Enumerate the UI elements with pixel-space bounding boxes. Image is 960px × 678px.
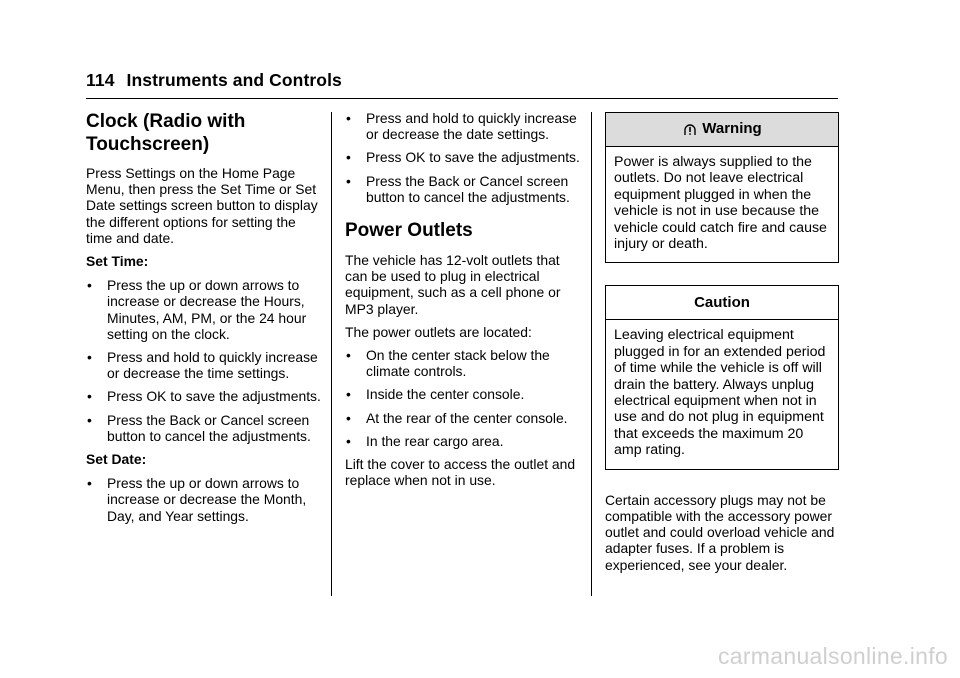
bullet-icon: • [87,277,92,294]
bullet-icon: • [346,432,351,449]
warning-header [606,113,838,147]
set-date-label: Set Date: [86,451,147,468]
list-item: • In the rear cargo area. [346,432,504,449]
list-item: • Press the up or down arrows to increase or decrease the Month, Day, and Year settings. [87,475,307,524]
warning-box [605,112,839,263]
bullet-icon: • [87,475,92,492]
bullet-icon: • [346,347,351,364]
caution-box [605,285,839,469]
caution-header [606,286,838,320]
warning-text: Power is always supplied to the outlets. Do not leave electrical equipment plugged in when the vehicle is not in use because the vehicle could catch fire and cause injury or death. [614,154,827,253]
column-divider-right [591,112,592,596]
warning-symbol-icon [682,122,698,138]
bullet-icon: • [87,349,92,366]
warning-title: Warning [702,120,762,138]
list-item: • Press the up or down arrows to increase or decrease the Hours, Minutes, AM, PM, or the 24 hour setting on the clock. [87,277,307,342]
list-item: • Press OK to save the adjustments. [87,388,321,405]
bullet-icon: • [346,409,351,426]
bullet-icon: • [87,411,92,428]
bullet-icon: • [346,386,351,403]
caution-text: Leaving electrical equipment plugged in for an extended period of time while the vehicle is off will drain the battery. Always unplug electrical equipment when not in use and do not plug in equipment that exceeds the maximum 20 amp rating. [614,327,826,459]
outlet-cover-note: Lift the cover to access the outlet and replace when not in use. [345,456,576,489]
list-item: • Press and hold to quickly increase or decrease the time settings. [87,349,318,382]
section-title: Instruments and Controls [126,70,342,90]
list-item: • At the rear of the center console. [346,409,568,426]
bullet-icon: • [346,149,351,166]
power-outlets-heading: Power Outlets [345,220,473,242]
list-item: • Inside the center console. [346,386,525,403]
header-rule [86,98,838,99]
list-item: • Press the Back or Cancel screen button to cancel the adjustments. [87,411,311,444]
caution-title: Caution [694,293,750,311]
watermark: carmanualsonline.info [717,643,948,669]
clock-intro: Press Settings on the Home Page Menu, then press the Set Time or Set Date settings screen button to display the different options for setting the time and date. [86,165,318,246]
set-date-list-continued [345,110,581,205]
list-item: • Press and hold to quickly increase or decrease the date settings. [346,110,577,143]
column-1 [86,110,324,531]
list-item: • Press the Back or Cancel screen button to cancel the adjustments. [346,172,570,205]
list-item: • Press OK to save the adjustments. [346,149,580,166]
accessory-plugs-note: Certain accessory plugs may not be compatible with the accessory power outlet and could overload vehicle and adapter fuses. If a problem is experienced, see your dealer. [605,491,835,573]
set-time-list [86,277,324,444]
set-time-label: Set Time: [86,253,149,270]
bullet-icon: • [346,172,351,189]
outlets-located-label: The power outlets are located: [345,323,532,340]
bullet-icon: • [87,388,92,405]
set-date-list [86,475,324,524]
outlet-locations-list [345,347,581,449]
bullet-icon: • [346,110,351,126]
page-number: 114 [86,70,115,90]
column-3 [605,112,839,580]
clock-heading: Clock (Radio with Touchscreen) [86,111,246,155]
column-divider-left [331,112,332,596]
list-item: • On the center stack below the climate controls. [346,347,550,380]
column-2 [345,110,581,495]
power-outlets-intro: The vehicle has 12-volt outlets that can be used to plug in electrical equipment, such as a cell phone or MP3 player. [345,252,561,317]
page-header [86,70,342,91]
